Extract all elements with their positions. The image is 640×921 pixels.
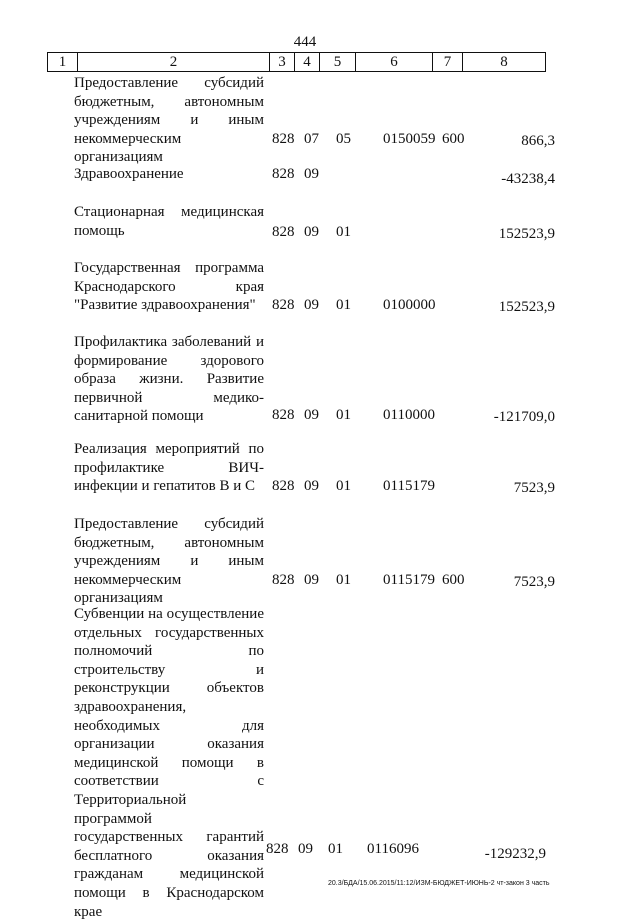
row-code-subsection: 01 [336, 572, 351, 588]
column-header-table [47, 52, 546, 72]
row-description: Государственная программа Краснодарского края "Развитие здравоохранения" [74, 260, 264, 314]
header-col-2: 2 [78, 53, 270, 72]
row-code-admin: 828 [272, 407, 295, 423]
row-amount: 152523,9 [498, 299, 555, 315]
row-code-target: 0116096 [367, 841, 419, 857]
row-description: Профилактика заболеваний и формирование здорового образа жизни. Развитие первичной медико-санитарной помощи [74, 334, 264, 425]
row-code-section: 09 [304, 572, 319, 588]
row-amount: -129232,9 [484, 846, 546, 862]
row-code-admin: 828 [272, 131, 295, 147]
row-code-target: 0150059 [383, 131, 436, 147]
row-amount: 7523,9 [513, 574, 555, 590]
row-code-section: 09 [304, 224, 319, 240]
row-code-admin: 828 [272, 224, 295, 240]
row-code-section: 07 [304, 131, 319, 147]
row-code-target: 0110000 [383, 407, 435, 423]
row-description: Здравоохранение [74, 166, 184, 182]
row-amount: 7523,9 [513, 480, 555, 496]
row-code-subsection: 01 [336, 407, 351, 423]
row-description: Предоставление субсидий бюджетным, автономным учреждениям и иным некоммерческим организациям [74, 75, 264, 166]
row-code-section: 09 [304, 407, 319, 423]
row-code-subsection: 01 [336, 297, 351, 313]
row-amount: 866,3 [521, 133, 555, 149]
row-code-target: 0115179 [383, 572, 435, 588]
header-col-1: 1 [48, 53, 78, 72]
document-footer: 20.3/БДА/15.06.2015/11:12/ИЗМ-БЮДЖЕТ-ИЮНЬ-2 чт-закон 3 часть [328, 880, 550, 887]
row-code-section: 09 [304, 478, 319, 494]
row-code-admin: 828 [266, 841, 289, 857]
row-amount: -121709,0 [493, 409, 555, 425]
row-code-admin: 828 [272, 166, 295, 182]
header-col-4: 4 [295, 53, 320, 72]
row-code-expense-type: 600 [442, 572, 465, 588]
header-col-3: 3 [270, 53, 295, 72]
row-code-section: 09 [298, 841, 313, 857]
row-code-target: 0100000 [383, 297, 436, 313]
row-description: Реализация мероприятий по профилактике ВИЧ-инфекции и гепатитов В и С [74, 441, 264, 495]
header-col-7: 7 [433, 53, 463, 72]
row-code-expense-type: 600 [442, 131, 465, 147]
row-code-admin: 828 [272, 478, 295, 494]
header-col-6: 6 [356, 53, 433, 72]
row-description: Стационарная медицинская помощь [74, 204, 264, 239]
row-amount: -43238,4 [501, 171, 555, 187]
header-col-8: 8 [463, 53, 546, 72]
row-amount: 152523,9 [498, 226, 555, 242]
row-code-section: 09 [304, 166, 319, 182]
row-code-section: 09 [304, 297, 319, 313]
row-code-subsection: 01 [328, 841, 343, 857]
row-description: Предоставление субсидий бюджетным, автономным учреждениям и иным некоммерческим организациям [74, 516, 264, 607]
row-code-admin: 828 [272, 572, 295, 588]
row-description: Субвенции на осуществление отдельных государственных полномочий по строительству и реконструкции объектов здравоохранения, необходимых для организации оказания медицинской помощи в соответствии с Территориальной программой государственных гарантий бесплатного оказания гражданам медицинской помощи в Краснодарском крае [74, 606, 264, 920]
row-code-admin: 828 [272, 297, 295, 313]
row-code-subsection: 01 [336, 224, 351, 240]
header-col-5: 5 [320, 53, 356, 72]
page-number: 444 [293, 34, 317, 50]
row-code-subsection: 01 [336, 478, 351, 494]
row-code-subsection: 05 [336, 131, 351, 147]
row-code-target: 0115179 [383, 478, 435, 494]
